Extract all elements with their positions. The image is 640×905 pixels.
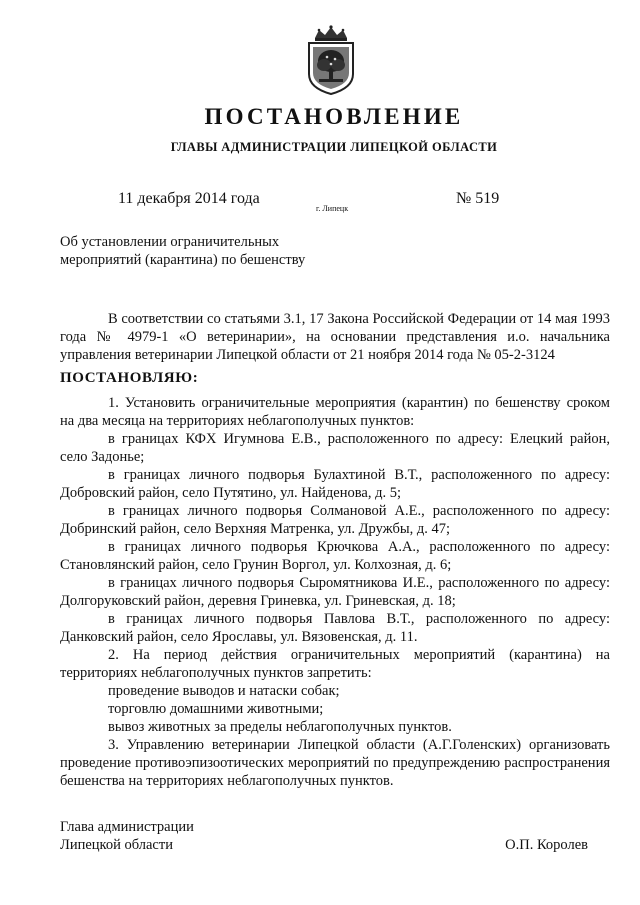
quarantine-area-item: в границах личного подворья Крючкова А.А., расположенного по адресу: Становлянский район, село Грунин Воргол, ул. Колхозная, д. 6;	[60, 539, 610, 573]
lipetsk-coat-of-arms-icon	[301, 24, 361, 96]
item-3-paragraph: 3. Управлению ветеринарии Липецкой области (А.Г.Голенских) организовать проведение противоэпизоотических мероприятий по предупреждению распространения бешенства на территориях неблагополучных пунктов.	[60, 737, 610, 789]
item-2-paragraph: 2. На период действия ограничительных мероприятий (карантина) на территориях неблагополучных пунктов запретить:	[60, 647, 610, 681]
quarantine-area-item: в границах КФХ Игумнова Е.В., расположенного по адресу: Елецкий район, село Задонье;	[60, 431, 610, 465]
subject-line: мероприятий (карантина) по бешенству	[60, 252, 306, 268]
quarantine-area-item: в границах личного подворья Солмановой А.Е., расположенного по адресу: Добринский район, село Верхняя Матренка, ул. Дружбы, д. 47;	[60, 503, 610, 537]
document-subtitle: ГЛАВЫ АДМИНИСТРАЦИИ ЛИПЕЦКОЙ ОБЛАСТИ	[170, 140, 498, 154]
prohibition-item: проведение выводов и натаски собак;	[108, 683, 340, 699]
preamble-paragraph: В соответствии со статьями 3.1, 17 Закона Российской Федерации от 14 мая 1993 года № 4979-1 «О ветеринарии», на основании представления и.о. начальника управления ветеринарии Липецкой области от 21 ноября 2014 года № 05-2-3124	[60, 311, 610, 363]
quarantine-area-item: в границах личного подворья Булахтиной В.Т., расположенного по адресу: Добровский район, село Путятино, ул. Найденова, д. 5;	[60, 467, 610, 501]
signatory-name: О.П. Королев	[505, 837, 588, 853]
signatory-position	[60, 818, 194, 854]
document-date: 11 декабря 2014 года	[118, 190, 260, 207]
prohibition-item: вывоз животных за пределы неблагополучных пунктов.	[108, 719, 452, 735]
document-title: ПОСТАНОВЛЕНИЕ	[204, 104, 464, 129]
item-1-paragraph: 1. Установить ограничительные мероприятия (карантин) по бешенству сроком на два месяца на территориях неблагополучных пунктов:	[60, 395, 610, 429]
signatory-position-line: Глава администрации	[60, 819, 194, 835]
quarantine-area-item: в границах личного подворья Павлова В.Т., расположенного по адресу: Данковский район, село Ярославы, ул. Вязовенская, д. 11.	[60, 611, 610, 645]
document-place: г. Липецк	[316, 204, 349, 213]
decree-heading: ПОСТАНОВЛЯЮ:	[60, 370, 199, 386]
signatory-position-line: Липецкой области	[60, 837, 173, 853]
subject-line: Об установлении ограничительных	[60, 234, 280, 250]
prohibition-item: торговлю домашними животными;	[108, 701, 324, 717]
document-number: № 519	[456, 190, 500, 207]
quarantine-area-item: в границах личного подворья Сыромятникова И.Е., расположенного по адресу: Долгоруковский район, деревня Гриневка, ул. Гриневская, д. 18;	[60, 575, 610, 609]
document-body	[60, 310, 610, 790]
document-subject	[60, 233, 305, 269]
